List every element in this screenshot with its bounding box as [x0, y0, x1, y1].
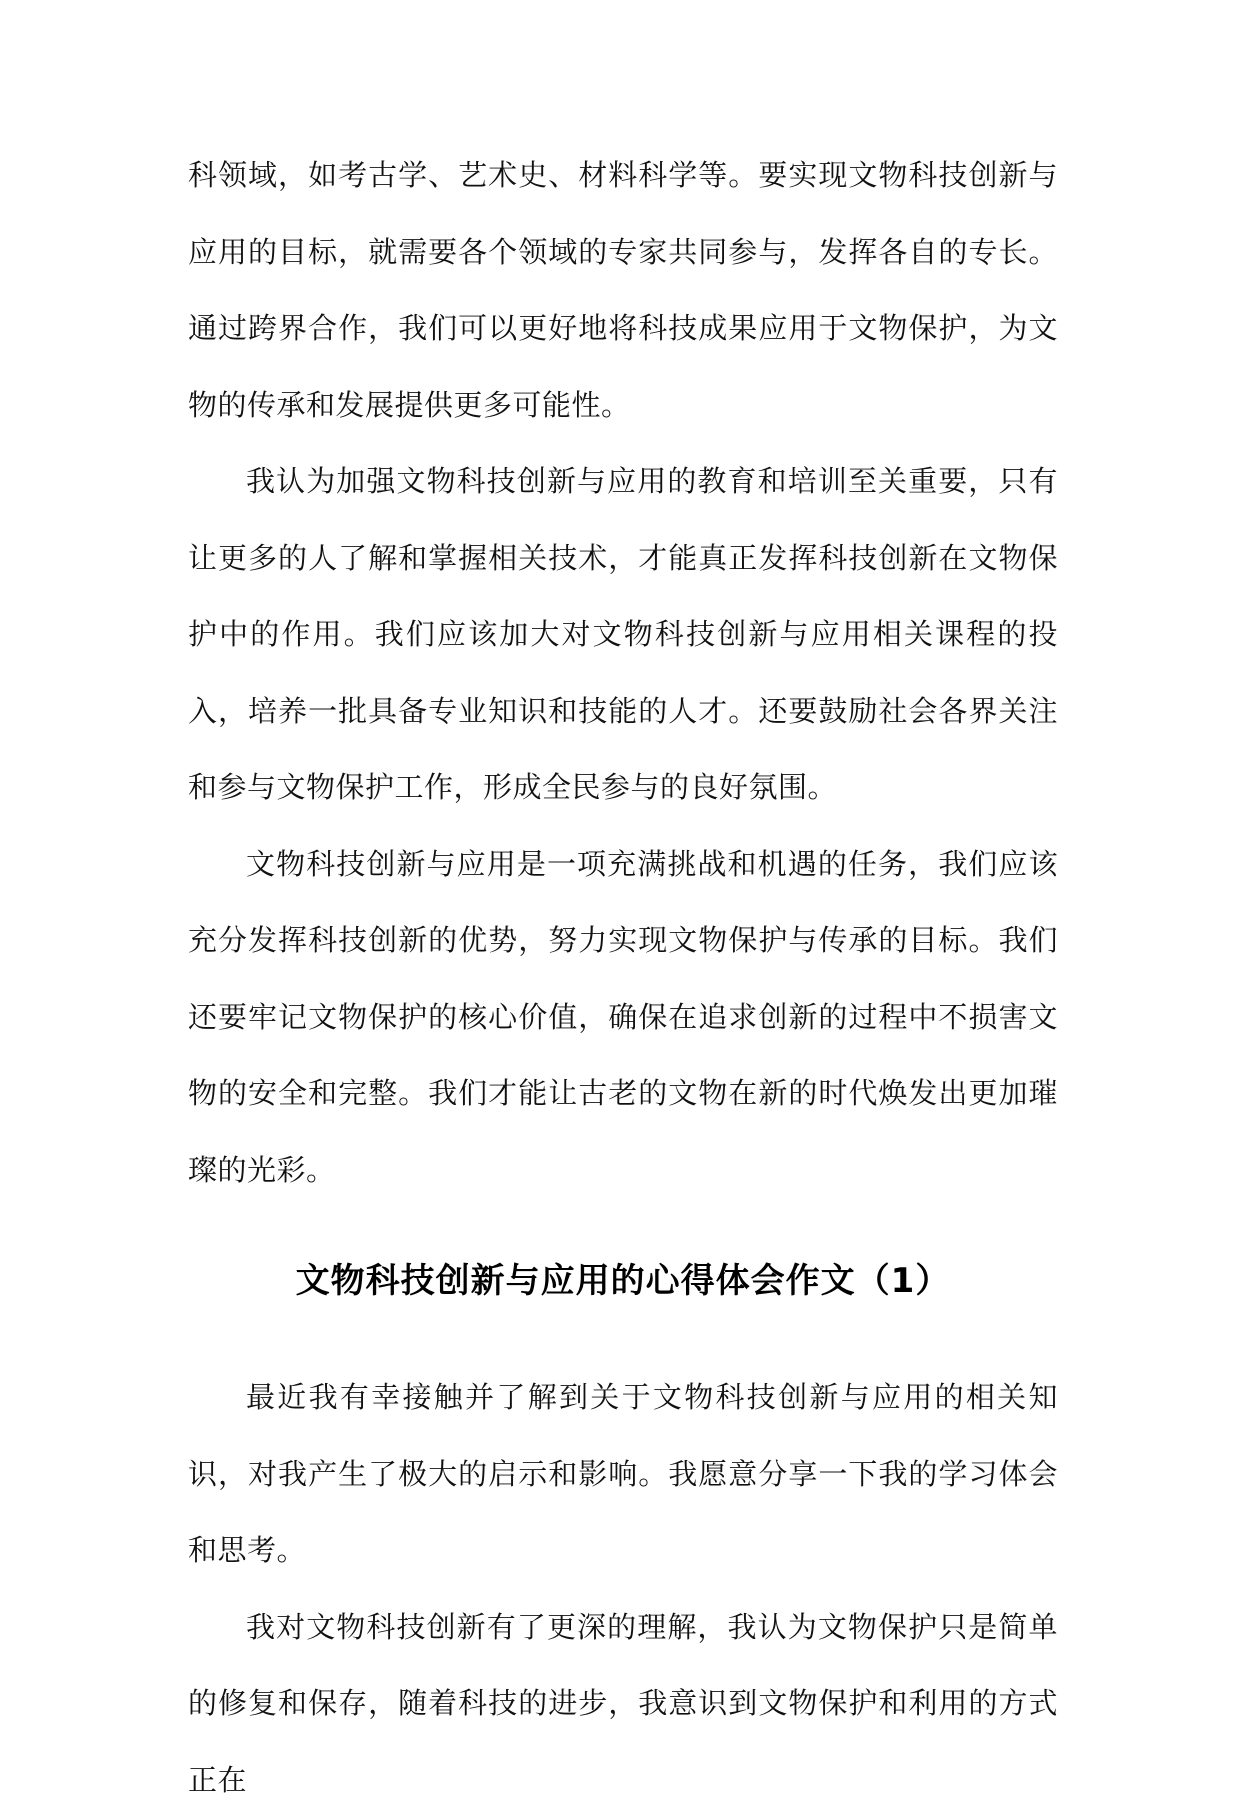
document-body	[188, 137, 1058, 1818]
paragraph: 我认为加强文物科技创新与应用的教育和培训至关重要，只有让更多的人了解和掌握相关技术，才能真正发挥科技创新在文物保护中的作用。我们应该加大对文物科技创新与应用相关课程的投入，培养一批具备专业知识和技能的人才。还要鼓励社会各界关注和参与文物保护工作，形成全民参与的良好氛围。	[188, 443, 1058, 826]
paragraph: 我对文物科技创新有了更深的理解，我认为文物保护只是简单的修复和保存，随着科技的进步，我意识到文物保护和利用的方式正在	[188, 1589, 1058, 1818]
paragraph: 科领域，如考古学、艺术史、材料科学等。要实现文物科技创新与应用的目标，就需要各个领域的专家共同参与，发挥各自的专长。通过跨界合作，我们可以更好地将科技成果应用于文物保护，为文物的传承和发展提供更多可能性。	[188, 137, 1058, 443]
section-title: 文物科技创新与应用的心得体会作文（1）	[188, 1243, 1058, 1319]
paragraph: 文物科技创新与应用是一项充满挑战和机遇的任务，我们应该充分发挥科技创新的优势，努力实现文物保护与传承的目标。我们还要牢记文物保护的核心价值，确保在追求创新的过程中不损害文物的安全和完整。我们才能让古老的文物在新的时代焕发出更加璀璨的光彩。	[188, 826, 1058, 1209]
paragraph: 最近我有幸接触并了解到关于文物科技创新与应用的相关知识，对我产生了极大的启示和影响。我愿意分享一下我的学习体会和思考。	[188, 1359, 1058, 1589]
